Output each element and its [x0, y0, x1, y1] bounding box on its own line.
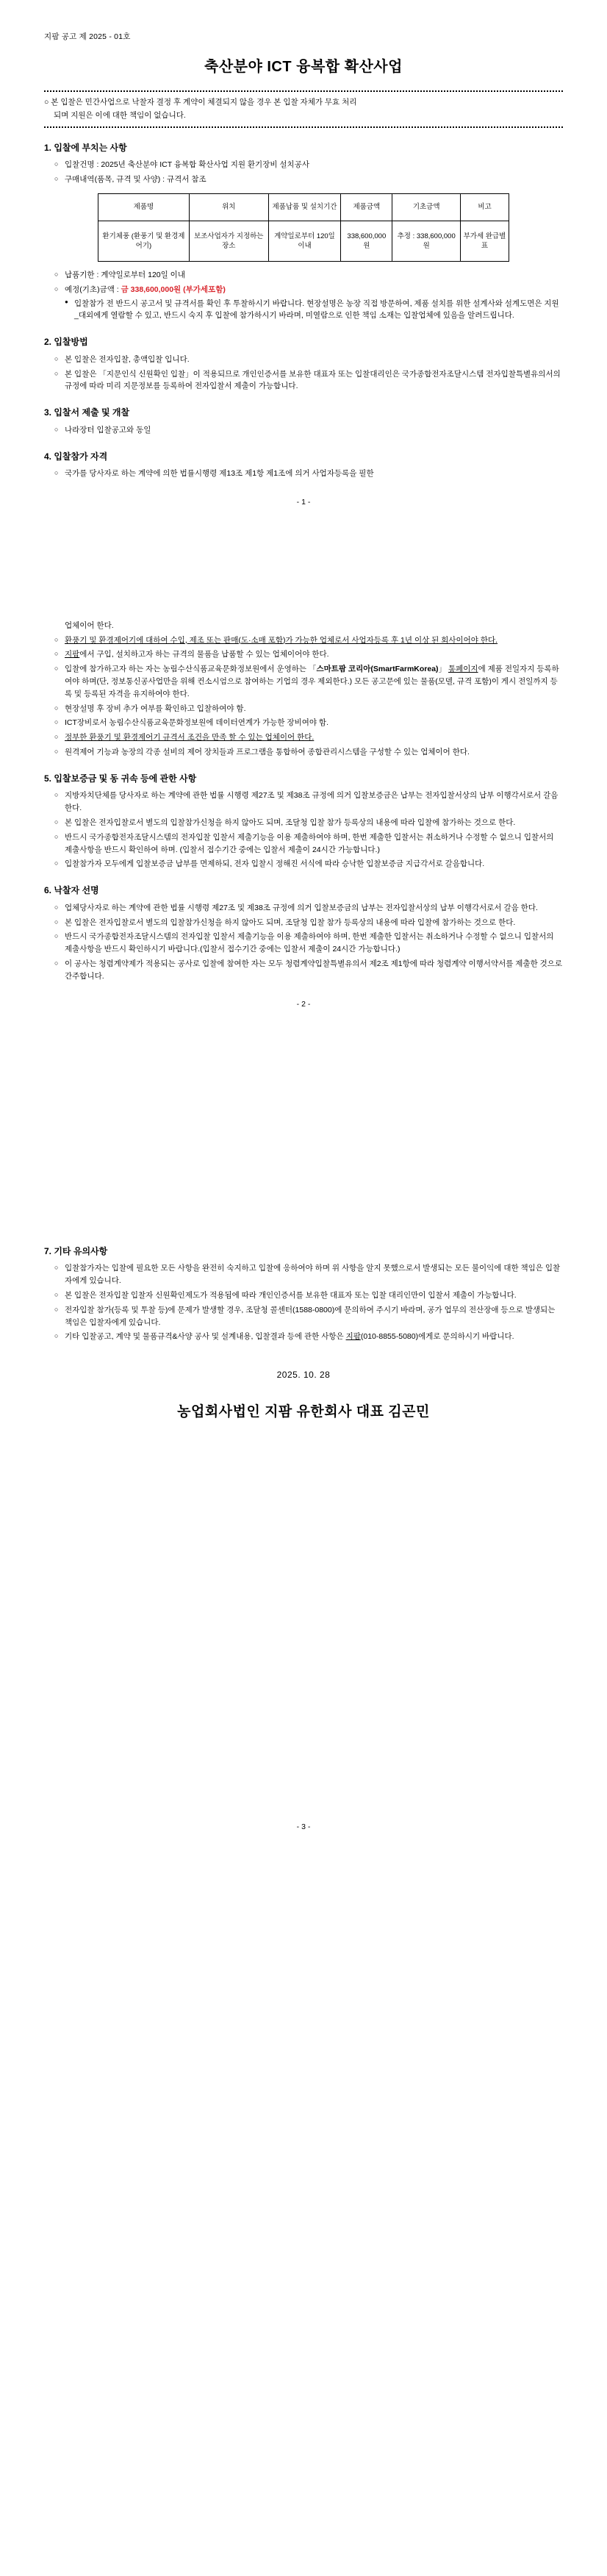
section-7-list — [44, 1262, 563, 1343]
estimated-amount: 금 338,600,000원 (부가세포함) — [121, 285, 226, 294]
section-3-list — [44, 424, 563, 437]
section-4-continued — [44, 620, 563, 632]
section-5-list — [44, 790, 563, 870]
page-break-1 — [44, 508, 563, 618]
table-header-cell: 제품명 — [98, 194, 190, 221]
page-number-3: - 3 - — [296, 1822, 311, 1832]
section-6-list — [44, 902, 563, 983]
section-4-heading: 4. 입찰참가 자격 — [44, 451, 108, 462]
issuing-organization: 농업회사법인 지팜 유한회사 대표 김곤민 — [177, 1403, 430, 1420]
list-item: ○ 본 입찰은 전자입찰로서 별도의 입찰참가신청을 하지 않아도 되며, 조달청 입찰 참가 등록상의 내용에 따라 입찰에 참가하는 것으로 한다. — [54, 917, 563, 929]
section-1-heading: 1. 입찰에 부치는 사항 — [44, 142, 127, 153]
list-item: ○ 본 입찰은 전자입찰로서 별도의 입찰참가신청을 하지 않아도 되며, 조달청 입찰 참가 등록상의 내용에 따라 입찰에 참가하는 것으로 한다. — [54, 817, 563, 829]
section-1-tail-list — [44, 269, 563, 322]
list-item: ○ 지방자치단체를 당사자로 하는 계약에 관한 법률 시행령 제27조 및 제38조 규정에 의거 입찰보증금은 납부는 전자입찰서상의 납부 이행각서로서 갈음 한다. — [54, 790, 563, 815]
list-item: ○ 현장설명 후 장비 추가 여부를 확인하고 입찰하여야 함. — [54, 703, 563, 715]
table-header-cell: 제품금액 — [341, 194, 392, 221]
table-header-cell: 위치 — [189, 194, 268, 221]
list-item: 업체이어 한다. — [65, 621, 114, 631]
document-page — [0, 31, 607, 1833]
page-number-2: - 2 - — [296, 1000, 311, 1009]
list-item-amount: ○ 예정(기초)금액 : 금 338,600,000원 (부가세포함) ● 입찰참가 전 반드시 공고서 및 규격서를 확인 후 투찰하시기 바랍니다. 현장설명은 농장 직접 방문하여, 제품 설치를 위한 설계사와 설계도면은 지원_대외에게 열람할 수 있고, 반드시 숙지 후 입찰에 참가하시기 바라며, 미열람으로 인한 책임 소재는 입찰업체에 있음을 알려드립니다. — [54, 284, 563, 322]
list-item: ○ 구매내역(품목, 규격 및 사양) : 규격서 참조 — [54, 173, 563, 186]
list-item: ○ 반드시 국가종합전자조달시스템의 전자입찰 입찰서 제출기능을 이용 제출하여야 하며, 한번 제출한 입찰서는 취소하거나 수정할 수 없으니 입찰서의 제출사항을 반드시 확인하시기 바랍니다.(입찰서 접수기간 중에는 입찰서 제출이 24시간 가능합니다.) — [54, 931, 563, 956]
list-item: ○ 환풍기 및 환경제어기에 대하여 수입, 제조 또는 판매(도·소매 포함)가 가능한 업체로서 사업자등록 후 1년 이상 된 회사이어야 한다. — [54, 634, 563, 647]
list-item: ○ 반드시 국가종합전자조달시스템의 전자입찰 입찰서 제출기능을 이용 제출하여야 하며, 한번 제출한 입찰서는 취소하거나 수정할 수 없으니 입찰서의 제출사항을 반드시 확인하여 하며. (입찰서 접수기간 중에는 입찰서 제출이 24시간 가능합니다.) — [54, 831, 563, 856]
list-item: ○ 입찰참가자 모두에게 입찰보증금 납부를 면제하되, 전자 입찰시 정해진 서식에 따라 승낙한 입찰보증금 지급각서로 갈음합니다. — [54, 858, 563, 870]
table-header-cell: 비고 — [461, 194, 509, 221]
list-item: ○ 이 공사는 청렴계약제가 적용되는 공사로 입찰에 참여한 자는 모두 청렴계약입찰특별유의서 제2조 제1항에 따라 청렴계약 이행서약서를 제출한 것으로 간주합니다. — [54, 958, 563, 983]
notice-line-1: ○ 본 입찰은 민간사업으로 낙찰자 결정 후 계약이 체결되지 않을 경우 본 입찰 자체가 무효 처리 — [44, 98, 357, 107]
list-item: ○ 전자입찰 참가(등록 및 투찰 등)에 문제가 발생할 경우, 조달청 콜센터(1588-0800)에 문의하여 주시기 바라며, 공가 업무의 전산장애 등으로 발생되는 책임은 입찰자에게 있습니다. — [54, 1304, 563, 1329]
page-number-1: - 1 - — [296, 498, 311, 507]
list-item: ○ 정부한 환풍기 및 환경제어기 규격서 조건을 만족 할 수 있는 업체이어 한다. — [54, 731, 563, 744]
table-cell-location: 보조사업자가 지정하는 장소 — [189, 221, 268, 262]
table-cell-base: 추정 : 338,600,000 원 — [392, 221, 461, 262]
list-item: ○ 입찰에 참가하고자 하는 자는 농림수산식품교육문화정보원에서 운영하는 「스마트팜 코리아(SmartFarmKorea)」 통페이지에 제품 전일자지 등록하여야 하며(단, 정보통신공사업만을 위해 컨소시엄으로 참여하는 기업의 경우 제외한다.) 모든 공고문에 있는 물품(모델, 규격 포함)이 게시 전일까지 등록 및 등록된 자격을 유지하여야 한다. — [54, 663, 563, 700]
list-item: ○ 본 입찰은 전자입찰 입찰자 신원확인제도가 적용됨에 따라 개인인증서를 보유한 대표자 또는 입찰 대리인만이 입찰서 제출이 가능합니다. — [54, 1289, 563, 1302]
issue-date: 2025. 10. 28 — [276, 1370, 331, 1381]
list-item: ○ 입찰참가자는 입찰에 필요한 모든 사항을 완전히 숙지하고 입찰에 응하여야 하며 위 사항을 알지 못했으로서 발생되는 모든 불이익에 대한 책임은 입찰자에게 있습니다. — [54, 1262, 563, 1287]
table-header-cell: 제품납품 및 설치기간 — [268, 194, 341, 221]
list-item: ○ 납품기한 : 계약일로부터 120일 이내 — [54, 269, 563, 282]
section-7-heading: 7. 기타 유의사항 — [44, 1245, 108, 1256]
list-item: ○ 국가를 당사자로 하는 계약에 의한 법률시행령 제13조 제1항 제1조에 의거 사업자등록을 필한 — [54, 468, 563, 480]
table-cell-note: 부가세 완급별표 — [461, 221, 509, 262]
list-item: ○ 업체당사자로 하는 계약에 관한 법률 시행령 제27조 및 제38조 규정에 의거 입찰보증금의 납부는 전자입찰서상의 납부 이행각서로서 갈음 한다. — [54, 902, 563, 915]
section-6-heading: 6. 낙찰자 선명 — [44, 885, 99, 896]
section-4-list-part2 — [44, 634, 563, 759]
list-item: ○ 나라장터 입찰공고와 동일 — [54, 424, 563, 437]
table-header-cell: 기초금액 — [392, 194, 461, 221]
section-1-sub-list — [65, 298, 563, 323]
list-item: ○ 지팜에서 구입, 설치하고자 하는 규격의 물품을 납품할 수 있는 업체이어야 한다. — [54, 648, 563, 661]
notice-line-2: 되며 지원은 이에 대한 책임이 없습니다. — [54, 110, 186, 120]
page-break-2 — [44, 1011, 563, 1231]
list-item: ○ 원격제어 기능과 농장의 각종 설비의 제어 장치들과 프로그램을 통합하여 종합관리시스템을 구성할 수 있는 업체이어 한다. — [54, 746, 563, 759]
list-item: ○ 본 입찰은 「지문인식 신원확인 입찰」이 적용되므로 개인인증서를 보유한 대표자 또는 입찰대리인은 국가종합전자조달시스템 전자입찰특별유의서의 규정에 따라 미리 지문정보를 등록하여 전자입찰서 제출이 가능합니다. — [54, 368, 563, 393]
section-5-heading: 5. 입찰보증금 및 동 귀속 등에 관한 사항 — [44, 773, 197, 784]
page-tail-space — [44, 1423, 563, 1805]
divider-top — [44, 90, 563, 92]
section-2-heading: 2. 입찰방법 — [44, 337, 88, 348]
section-3-heading: 3. 입찰서 제출 및 개찰 — [44, 407, 130, 418]
section-1-list — [44, 159, 563, 186]
list-item: ○ 기타 입찰공고, 계약 및 물품규격&사양 공사 및 설계내용, 입찰결과 등에 관한 사항은 지팜(010-8855-5080)에게로 문의하시기 바랍니다. — [54, 1331, 563, 1343]
product-table — [98, 193, 509, 262]
list-item: ○ 입찰건명 : 2025년 축산분야 ICT 융복합 확산사업 지원 환기장비 설치공사 — [54, 159, 563, 171]
section-4-list-part1 — [44, 468, 563, 480]
table-row — [98, 221, 509, 262]
page-title: 축산분야 ICT 융복합 확산사업 — [204, 59, 403, 76]
list-item: ○ 본 입찰은 전자입찰, 총액입찰 입니다. — [54, 354, 563, 366]
section-2-list — [44, 354, 563, 393]
table-cell-product: 환기체풍 (환풍기 및 환경제어기) — [98, 221, 190, 262]
document-number: 지팜 공고 제 2025 - 01호 — [44, 32, 131, 41]
table-cell-price: 338,600,000 원 — [341, 221, 392, 262]
divider-bottom — [44, 126, 563, 128]
list-item: ○ ICT장비로서 농림수산식품교육문화정보원에 데이터연계가 가능한 장비여야 함. — [54, 717, 563, 729]
table-header-row — [98, 194, 509, 221]
table-cell-period: 계약일로부터 120일 이내 — [268, 221, 341, 262]
list-item: ● 입찰참가 전 반드시 공고서 및 규격서를 확인 후 투찰하시기 바랍니다. 현장설명은 농장 직접 방문하여, 제품 설치를 위한 설계사와 설계도면은 지원_대외에게 열람할 수 있고, 반드시 숙지 후 입찰에 참가하시기 바라며, 미열람으로 인한 책임 소재는 입찰업체에 있음을 알려드립니다. — [65, 298, 563, 323]
notice-block — [44, 96, 563, 122]
